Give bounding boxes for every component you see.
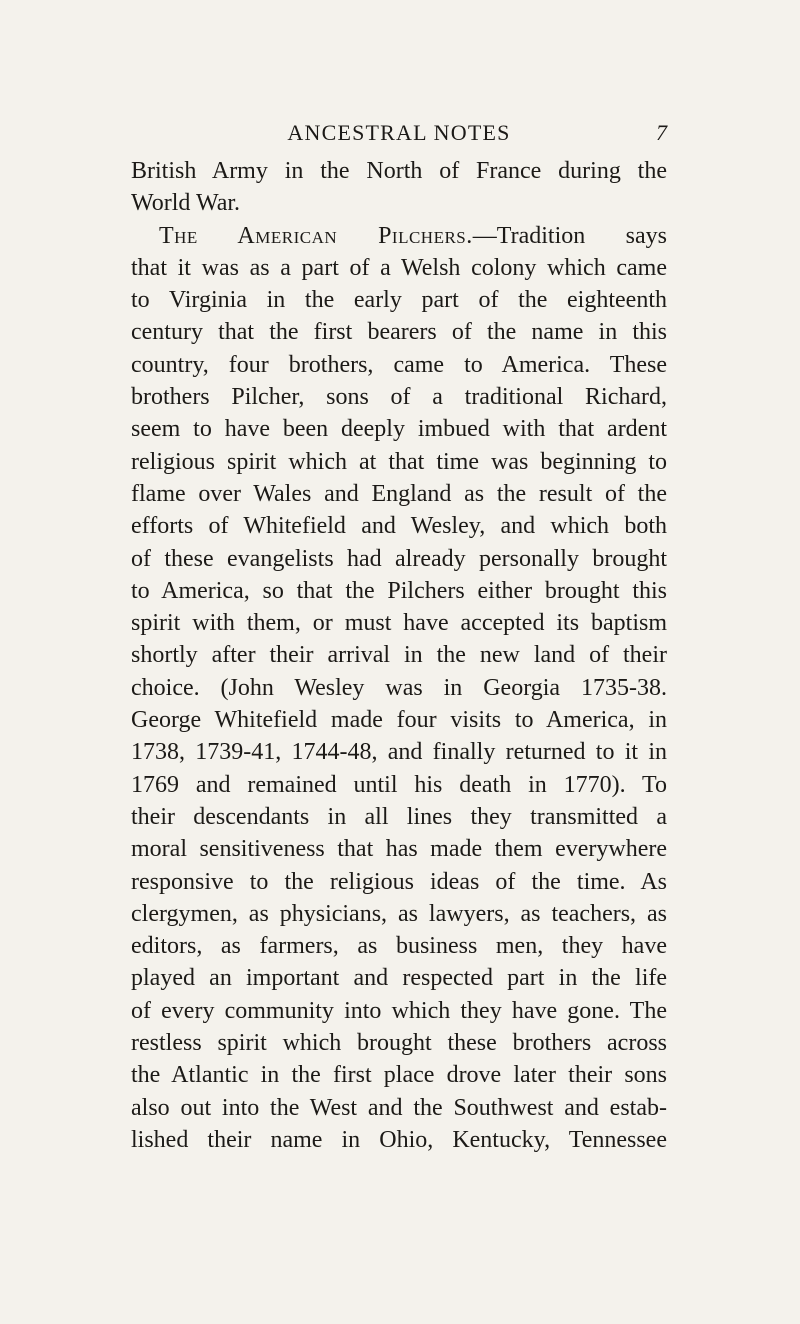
running-head xyxy=(131,118,667,148)
text-line: to America, so that the Pilchers either brought this xyxy=(131,577,667,604)
text-line: efforts of Whitefield and Wesley, and which both xyxy=(131,513,667,540)
text-line: the Atlantic in the first place drove later their sons xyxy=(131,1062,667,1089)
text-line: of these evangelists had already personally brought xyxy=(131,545,667,572)
text-line: brothers Pilcher, sons of a traditional Richard, xyxy=(131,384,667,411)
text-line: British Army in the North of France during the xyxy=(131,158,667,184)
text-line: country, four brothers, came to America. These xyxy=(131,351,667,378)
text-line: that it was as a part of a Welsh colony which came xyxy=(131,254,667,281)
text-line: of every community into which they have gone. The xyxy=(131,997,667,1024)
running-title: ANCESTRAL NOTES xyxy=(287,120,511,145)
text-line: century that the first bearers of the name in this xyxy=(131,319,667,346)
text-line: World War. xyxy=(131,190,241,217)
text-line: lished their name in Ohio, Kentucky, Tennessee xyxy=(131,1126,667,1153)
text-line: shortly after their arrival in the new land of their xyxy=(131,642,667,669)
text-line: spirit with them, or must have accepted its baptism xyxy=(131,610,667,637)
section-heading-line xyxy=(131,220,667,252)
body-text xyxy=(131,155,667,1156)
text-line: flame over Wales and England as the result of the xyxy=(131,480,667,507)
text-line: restless spirit which brought these brothers across xyxy=(131,1030,667,1057)
text-line: 1769 and remained until his death in 1770). To xyxy=(131,771,667,798)
text-line: their descendants in all lines they transmitted a xyxy=(131,803,667,830)
text-line: religious spirit which at that time was beginning to xyxy=(131,448,667,475)
text-line: 1738, 1739-41, 1744-48, and finally returned to it in xyxy=(131,739,667,766)
text-line: also out into the West and the Southwest and estab- xyxy=(131,1094,667,1121)
text-line: clergymen, as physicians, as lawyers, as teachers, as xyxy=(131,900,667,927)
text-line: editors, as farmers, as business men, they have xyxy=(131,933,667,960)
text-line-fragment: —Tradition says xyxy=(472,222,667,249)
text-line: seem to have been deeply imbued with that ardent xyxy=(131,416,667,443)
text-line: choice. (John Wesley was in Georgia 1735-38. xyxy=(131,674,667,701)
text-line: responsive to the religious ideas of the time. As xyxy=(131,868,667,895)
text-line: George Whitefield made four visits to America, in xyxy=(131,707,667,734)
section-heading: The American Pilchers. xyxy=(159,222,473,249)
page-number: 7 xyxy=(656,120,667,145)
text-line: moral sensitiveness that has made them everywhere xyxy=(131,836,667,863)
text-line: to Virginia in the early part of the eighteenth xyxy=(131,287,667,314)
text-line: played an important and respected part in the life xyxy=(131,965,667,992)
